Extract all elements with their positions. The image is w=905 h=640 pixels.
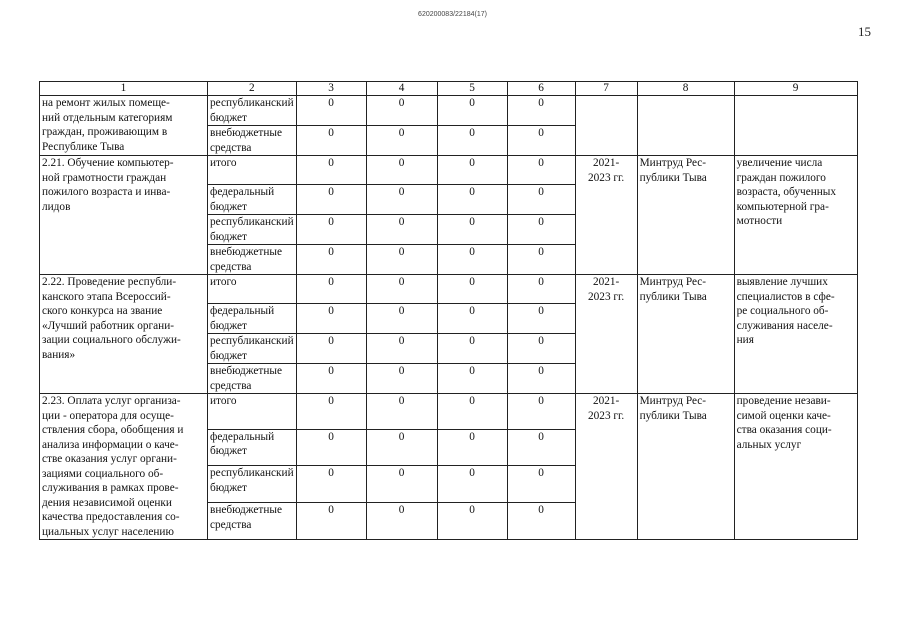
value-col-3: 0 [296,245,366,275]
table-row [40,275,858,304]
expected-result: выявление лучших специалистов в сфе- ре социального об- служивания населе- ния [734,275,857,394]
value-col-6: 0 [507,364,575,394]
value-col-5: 0 [437,334,507,364]
value-col-6: 0 [507,466,575,503]
document-code: 620200083/22184(17) [418,11,487,18]
value-col-6: 0 [507,304,575,334]
value-col-3: 0 [296,364,366,394]
column-header: 5 [437,82,507,96]
column-header: 3 [296,82,366,96]
value-col-5: 0 [437,275,507,304]
value-col-6: 0 [507,334,575,364]
value-col-4: 0 [366,126,437,156]
value-col-4: 0 [366,304,437,334]
value-col-4: 0 [366,364,437,394]
column-header: 2 [208,82,297,96]
value-col-3: 0 [296,466,366,503]
value-col-6: 0 [507,245,575,275]
funding-source: внебюджетные средства [208,503,297,540]
responsible-executor: Минтруд Рес- публики Тыва [637,394,734,540]
value-col-3: 0 [296,394,366,430]
value-col-3: 0 [296,429,366,466]
page-number: 15 [858,24,871,39]
funding-source: республиканский бюджет [208,334,297,364]
value-col-4: 0 [366,429,437,466]
responsible-executor: Минтруд Рес- публики Тыва [637,275,734,394]
column-header: 7 [575,82,637,96]
value-col-5: 0 [437,466,507,503]
funding-source: внебюджетные средства [208,126,297,156]
implementation-period: 2021- 2023 гг. [575,156,637,275]
value-col-3: 0 [296,215,366,245]
value-col-4: 0 [366,156,437,185]
funding-source: федеральный бюджет [208,185,297,215]
value-col-3: 0 [296,304,366,334]
funding-source: внебюджетные средства [208,364,297,394]
value-col-4: 0 [366,334,437,364]
value-col-3: 0 [296,96,366,126]
value-col-6: 0 [507,96,575,126]
column-header: 9 [734,82,857,96]
implementation-period: 2021- 2023 гг. [575,275,637,394]
value-col-5: 0 [437,429,507,466]
value-col-5: 0 [437,304,507,334]
value-col-6: 0 [507,429,575,466]
expected-result: проведение незави- симой оценки каче- ства оказания соци- альных услуг [734,394,857,540]
activity-description: 2.21. Обучение компьютер- ной грамотности граждан пожилого возраста и инва- лидов [40,156,208,275]
value-col-5: 0 [437,215,507,245]
value-col-6: 0 [507,185,575,215]
funding-source: федеральный бюджет [208,304,297,334]
implementation-period [575,96,637,156]
value-col-4: 0 [366,275,437,304]
responsible-executor: Минтруд Рес- публики Тыва [637,156,734,275]
value-col-3: 0 [296,185,366,215]
funding-source: республиканский бюджет [208,466,297,503]
expected-result: увеличение числа граждан пожилого возраста, обученных компьютерной гра- мотности [734,156,857,275]
activity-description: 2.23. Оплата услуг организа- ции - оператора для осуще- ствления сбора, обобщения и анализа информации о каче- стве оказания услуг органи- зациями социального об- служивания в рамках прове- дения независимой оценки качества предоставления со- циальных услуг населению [40,394,208,540]
value-col-5: 0 [437,245,507,275]
value-col-5: 0 [437,185,507,215]
program-activities-table [39,81,858,540]
table-row [40,394,858,430]
responsible-executor [637,96,734,156]
value-col-6: 0 [507,126,575,156]
value-col-4: 0 [366,185,437,215]
funding-source: итого [208,156,297,185]
value-col-4: 0 [366,245,437,275]
funding-source: республиканский бюджет [208,96,297,126]
value-col-5: 0 [437,503,507,540]
column-header: 6 [507,82,575,96]
funding-source: республиканский бюджет [208,215,297,245]
value-col-5: 0 [437,156,507,185]
value-col-5: 0 [437,394,507,430]
value-col-4: 0 [366,215,437,245]
column-header: 1 [40,82,208,96]
implementation-period: 2021- 2023 гг. [575,394,637,540]
expected-result [734,96,857,156]
table-row [40,96,858,126]
value-col-4: 0 [366,503,437,540]
value-col-4: 0 [366,466,437,503]
value-col-3: 0 [296,156,366,185]
funding-source: итого [208,394,297,430]
value-col-6: 0 [507,215,575,245]
funding-source: внебюджетные средства [208,245,297,275]
value-col-3: 0 [296,126,366,156]
column-header: 4 [366,82,437,96]
table-row [40,156,858,185]
value-col-3: 0 [296,275,366,304]
value-col-6: 0 [507,156,575,185]
value-col-3: 0 [296,503,366,540]
value-col-6: 0 [507,503,575,540]
value-col-5: 0 [437,364,507,394]
value-col-5: 0 [437,126,507,156]
funding-source: итого [208,275,297,304]
value-col-3: 0 [296,334,366,364]
value-col-5: 0 [437,96,507,126]
value-col-4: 0 [366,394,437,430]
column-header: 8 [637,82,734,96]
value-col-6: 0 [507,275,575,304]
value-col-6: 0 [507,394,575,430]
value-col-4: 0 [366,96,437,126]
column-number-row [40,82,858,96]
activity-description: на ремонт жилых помеще- ний отдельным категориям граждан, проживающим в Республике Тыва [40,96,208,156]
funding-source: федеральный бюджет [208,429,297,466]
activity-description: 2.22. Проведение республи- канского этапа Всероссий- ского конкурса на звание «Лучший работник органи- зации социального обслужи- вания» [40,275,208,394]
